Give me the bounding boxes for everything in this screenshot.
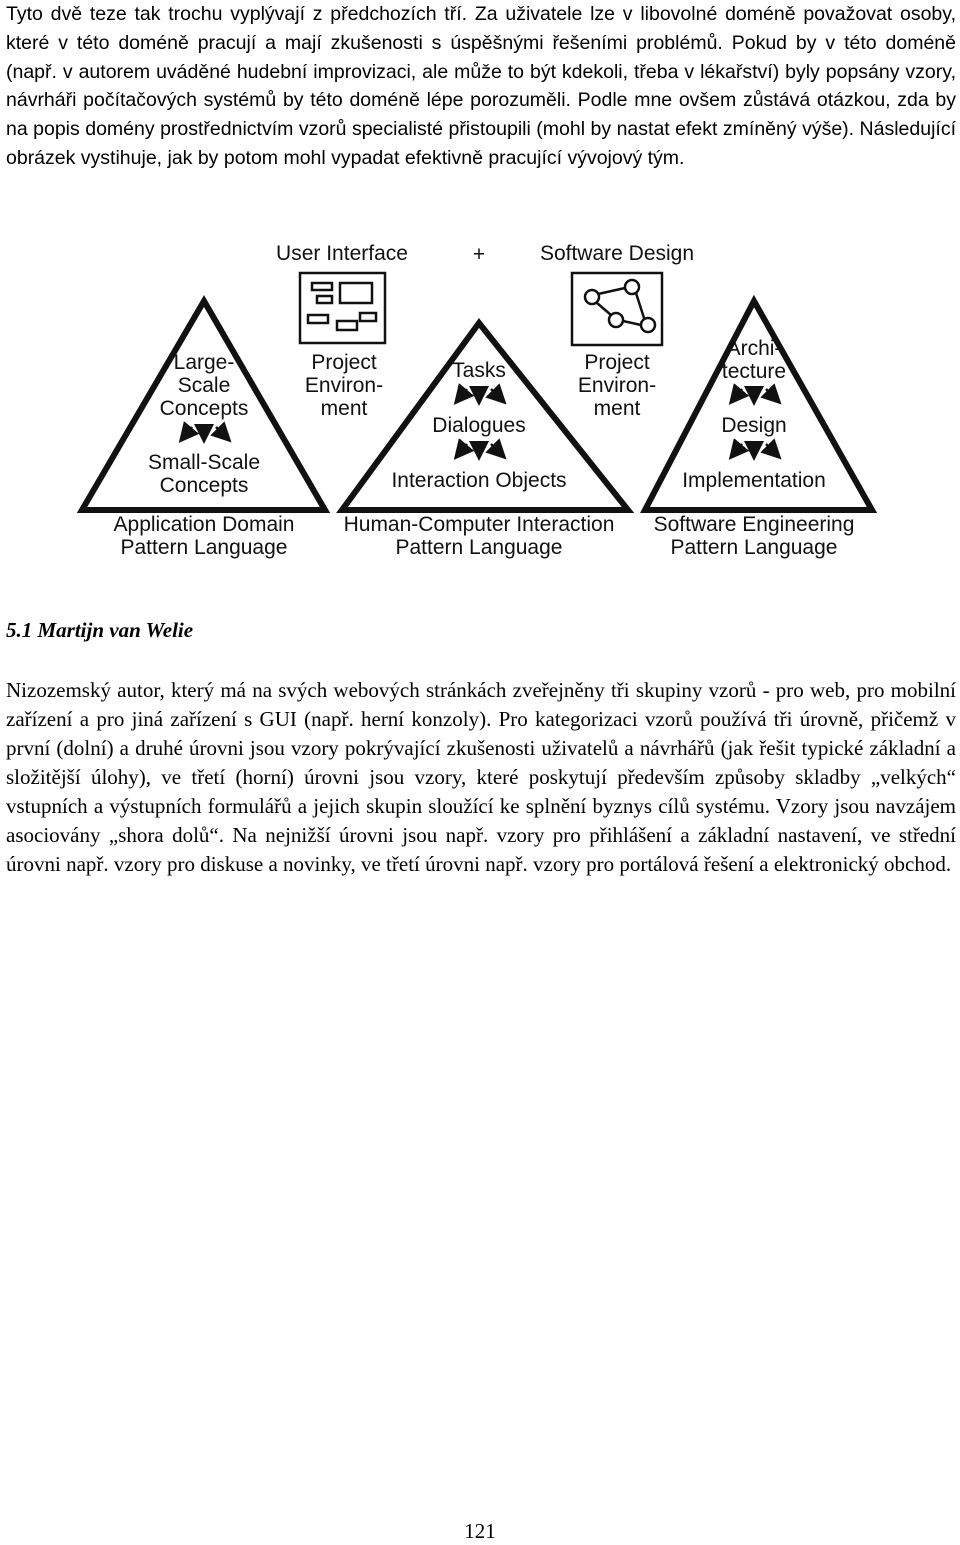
right-env-line2: Environ- xyxy=(577,374,657,397)
small-scale-line1: Small-Scale xyxy=(147,451,261,474)
architecture-line2: tecture xyxy=(721,360,787,383)
small-scale-line2: Concepts xyxy=(159,474,249,497)
left-caption-line2: Pattern Language xyxy=(120,536,288,559)
user-interface-label: User Interface xyxy=(276,242,408,265)
tasks-label: Tasks xyxy=(452,359,506,382)
dialogues-label: Dialogues xyxy=(432,414,526,437)
large-scale-line1: Large- xyxy=(173,351,235,374)
interaction-objects-label: Interaction Objects xyxy=(391,469,567,492)
section-heading: 5.1 Martijn van Welie xyxy=(6,618,194,642)
ui-window-icon xyxy=(300,273,385,343)
middle-caption-line1: Human-Computer Interaction xyxy=(343,513,615,536)
right-arrows-1 xyxy=(732,387,778,401)
graph-icon xyxy=(572,273,662,345)
architecture-line1: Archi- xyxy=(726,337,782,360)
large-scale-line3: Concepts xyxy=(159,397,249,420)
plus-sign: + xyxy=(472,243,486,266)
right-env-line1: Project xyxy=(584,351,650,374)
left-arrows xyxy=(182,425,228,439)
body-paragraph: Nizozemský autor, který má na svých webových stránkách zveřejněny tři skupiny vzorů - pro web, pro mobilní zařízení a pro jiná zařízení s GUI (např. herní konzoly). Pro kategorizaci vzorů používá tři úrovně, přičemž v první (dolní) a druhé úrovni jsou vzory pokrývající zkušenosti uživatelů a návrhářů (jak řešit typické základní a složitější úlohy), ve třetí (horní) úrovni jsou vzory, které poskytují především způsoby skladby „velkých“ vstupních a výstupních formulářů a jejich skupin sloužící ke splnění byznys cílů systému. Vzory jsou navzájem asociovány „shora dolů“. Na nejnižší úrovni jsou např. vzory pro přihlášení a základní nastavení, ve střední úrovni např. vzory pro diskuse a novinky, ve třetí úrovni např. vzory pro portálová řešení a elektronický obchod. xyxy=(6,678,956,876)
software-design-label: Software Design xyxy=(539,242,695,265)
right-caption-line1: Software Engineering xyxy=(653,513,855,536)
middle-caption-line2: Pattern Language xyxy=(395,536,563,559)
left-env-line3: ment xyxy=(320,397,368,420)
middle-arrows-2 xyxy=(457,442,503,456)
intro-paragraph: Tyto dvě teze tak trochu vyplývají z předchozích tří. Za uživatele lze v libovolné doméně považovat osoby, které v této doméně pracují a mají zkušenosti s úspěšnými řešeními problémů. Pokud by v této doméně (např. v autorem uváděné hudební improvizaci, ale může to být kdekoli, třeba v lékařství) byly popsány vzory, návrháři počítačových systémů by této doméně lépe porozuměli. Podle mne ovšem zůstává otázkou, zda by na popis domény prostřednictvím vzorů specialisté přistoupili (mohl by nastat efekt zmíněný výše). Následující obrázek vystihuje, jak by potom mohl vypadat efektivně pracující vývojový tým. xyxy=(6,3,956,169)
design-label: Design xyxy=(721,414,787,437)
page-number: 121 xyxy=(464,1519,496,1543)
left-env-line1: Project xyxy=(311,351,377,374)
right-env-line3: ment xyxy=(593,397,641,420)
right-arrows-2 xyxy=(732,442,778,456)
right-caption-line2: Pattern Language xyxy=(670,536,838,559)
pattern-language-diagram xyxy=(42,205,914,593)
large-scale-line2: Scale xyxy=(177,374,231,397)
left-caption-line1: Application Domain xyxy=(113,513,295,536)
middle-arrows-1 xyxy=(457,387,503,401)
implementation-label: Implementation xyxy=(682,469,826,492)
left-env-line2: Environ- xyxy=(304,374,384,397)
